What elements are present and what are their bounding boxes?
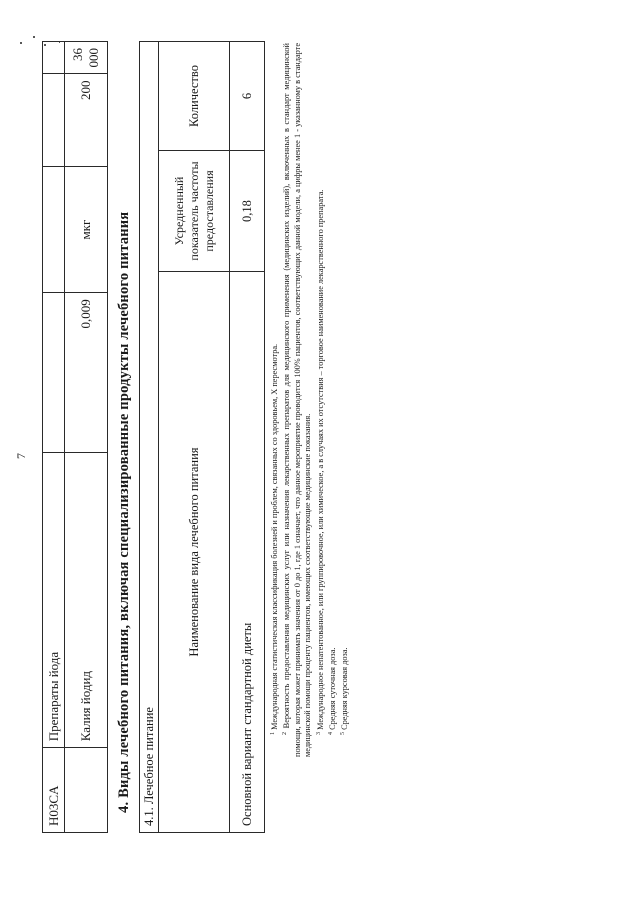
page-number: 7	[14, 453, 28, 459]
header-frequency-line: предоставления	[201, 170, 216, 252]
footnote-mark: 5	[340, 732, 347, 735]
footnote-text: Средняя суточная доза.	[328, 647, 338, 732]
diet-quantity: 6	[230, 42, 265, 151]
footnote-4	[326, 43, 338, 757]
section-heading: 4. Виды лечебного питания, включая специализированные продукты лечебного питания	[116, 211, 132, 813]
header-frequency-line: Усредненный	[171, 176, 186, 246]
header-frequency	[159, 151, 230, 272]
nutrition-table	[139, 41, 265, 833]
table-row	[43, 42, 65, 833]
header-quantity: Количество	[159, 42, 230, 151]
unit-value: мкг	[65, 167, 108, 293]
header-frequency-line: показатель частоты	[186, 161, 201, 261]
table-header-row	[159, 42, 230, 833]
footnote-text: Средняя курсовая доза.	[340, 647, 350, 732]
footnote-mark: 4	[328, 732, 335, 735]
probability-value: 0,009	[65, 293, 108, 453]
diet-name: Основной вариант стандартной диеты	[230, 272, 265, 833]
footnote-3	[314, 43, 326, 757]
drug-name: Калия йодид	[65, 453, 108, 748]
footnote-2	[280, 43, 313, 757]
footnote-5	[338, 43, 350, 757]
header-name: Наименование вида лечебного питания	[159, 272, 230, 833]
footnote-mark: 2	[282, 732, 289, 735]
table-row	[140, 42, 159, 833]
subsection-title: 4.1. Лечебное питание	[140, 42, 159, 833]
footnotes	[268, 43, 351, 757]
table-row	[65, 42, 108, 833]
footnote-1	[268, 43, 280, 757]
footnote-text: Вероятность предоставления медицинских услуг или назначения лекарственных препаратов для медицинского применения (медицинских изделий), включенных в стандарт медицинской помощи, которая может принимать значения от 0 до 1, где 1 означает, что данное мероприятие проводится 100% пациентов, соответствующих данной модели, а цифры менее 1 - указанному в стандарте медицинской помощи проценту пациентов, имеющих соответствующие медицинские показания.	[282, 43, 313, 757]
table-row	[230, 42, 265, 833]
footnote-mark: 1	[270, 732, 276, 735]
skd-value: 36 000	[65, 42, 108, 75]
footnote-text: Международное непатентованное, или группировочное, или химическое, а в случаях их отсутствия – торговое наименование лекарственного препарата.	[315, 189, 325, 732]
diet-frequency: 0,18	[230, 151, 265, 272]
sdd-value: 200	[65, 74, 108, 167]
footnote-mark: 3	[315, 732, 322, 735]
footnote-text: Международная статистическая классификация болезней и проблем, связанных со здоровьем, X пересмотра.	[270, 343, 279, 732]
drug-table	[42, 41, 108, 833]
atc-code: H03CA	[43, 748, 65, 833]
atc-group: Препараты йода	[43, 453, 65, 748]
